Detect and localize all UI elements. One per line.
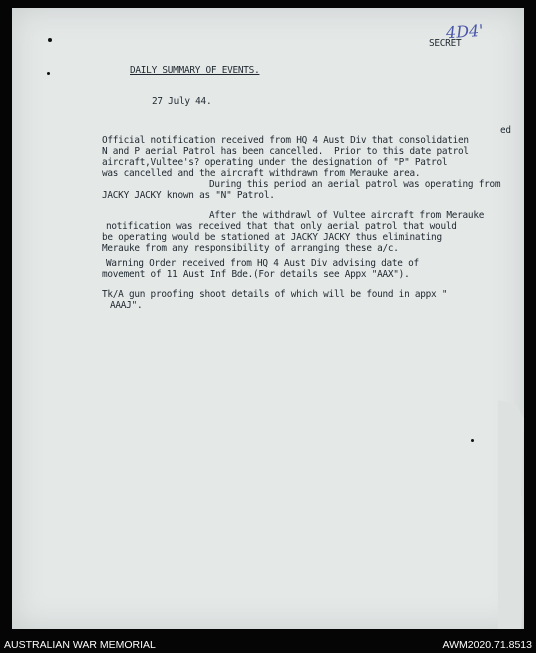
paragraph-3-line: be operating would be stationed at JACKY JACKY thus eliminating	[102, 232, 442, 243]
document-date: 27 July 44.	[152, 96, 212, 107]
paragraph-4-line: Warning Order received from HQ 4 Aust Div advising date of	[106, 258, 419, 269]
paragraph-3-line: After the withdrawl of Vultee aircraft from Merauke	[209, 210, 485, 221]
ink-dot	[471, 439, 474, 442]
paragraph-1-line: aircraft,Vultee's? operating under the designation of "P" Patrol	[102, 157, 448, 168]
paragraph-2-line: JACKY JACKY known as "N" Patrol.	[102, 190, 275, 201]
paragraph-2-line: During this period an aerial patrol was operating from	[209, 179, 501, 190]
line-superscript: ed	[500, 125, 511, 136]
paragraph-5-line: Tk/A gun proofing shoot details of which will be found in appx "	[102, 289, 448, 300]
paragraph-3-line: notification was received that that only aerial patrol that would	[106, 221, 457, 232]
handwritten-reference: 4D4'	[445, 20, 485, 43]
document-page	[12, 8, 524, 629]
footer-archive-name: AUSTRALIAN WAR MEMORIAL	[4, 639, 156, 651]
punch-mark-top	[48, 38, 52, 42]
classification-label: SECRET	[429, 38, 462, 49]
paragraph-1-line: N and P aerial Patrol has been cancelled. Prior to this date patrol	[102, 146, 469, 157]
paragraph-1-line: was cancelled and the aircraft withdrawn from Merauke area.	[102, 168, 421, 179]
punch-mark-bottom	[47, 72, 50, 75]
document-title: DAILY SUMMARY OF EVENTS.	[130, 65, 260, 76]
paragraph-1-line: Official notification received from HQ 4 Aust Div that consolidatien	[102, 135, 469, 146]
paragraph-3-line: Merauke from any responsibility of arranging these a/c.	[102, 243, 399, 254]
paragraph-4-line: movement of 11 Aust Inf Bde.(For details see Appx "AAX").	[102, 269, 410, 280]
torn-page-edge	[498, 400, 524, 629]
paragraph-5-line: AAAJ".	[110, 300, 143, 311]
footer-catalogue-number: AWM2020.71.8513	[442, 639, 532, 651]
